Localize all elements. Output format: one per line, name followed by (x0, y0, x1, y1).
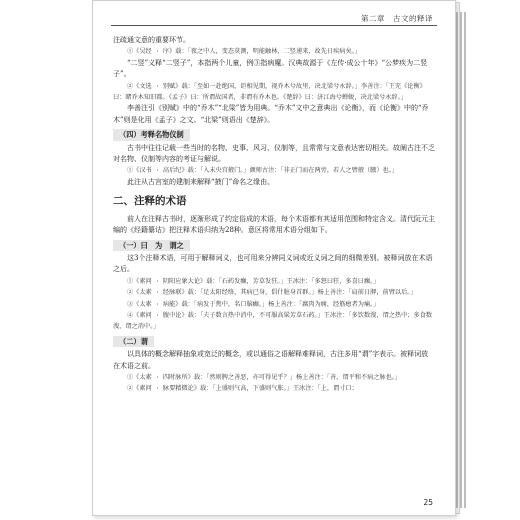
page-body (113, 35, 435, 395)
quotation: ③《太素 · 病能》载：「病发于焦中，名口脑癫。」杨上善注：「腐肉为痈，经筋瘛者为痛。」 (127, 300, 380, 308)
page-number: 25 (423, 498, 433, 507)
paragraph: 古书中往往记载一些当时的名物、史事、风习、仪制等，且常常与文意表达密切相关。故阐古注不乏对名物、仪制等内容的考证与解说。 (113, 143, 435, 164)
subsection-heading: （二）谓 (113, 336, 154, 347)
quotation: ④《素问 · 腹中论》载：「夫子数言热中消中，不可服高粱芳草石药。」王冰注：「多饮数溲，谓之热中；多食数溲，谓之消中。」 (113, 311, 433, 331)
quotation: ②《太素 · 经脉联》载：「足太阳经络，其病已身，倡什脏身首群。」杨上善注：「肩前日胛，前臂以后。」 (127, 289, 417, 297)
paragraph: 注疏通文意的重要环节。 (113, 36, 190, 44)
chapter-title: 第二章 古文的释译 (361, 14, 433, 23)
paragraph: 李善注引《别赋》中的“乔木”“北梁”皆为用典。“乔木”文中之意典出《论衡》，而《论衡》中的“乔木”则是化用《孟子》之文。“北梁”则语出《楚辞》。 (113, 104, 429, 124)
subsection-heading: （四）考释名物仪制 (113, 129, 190, 140)
header-rule (111, 25, 437, 26)
quotation: ①《吴经 · 序》载：「夜之中人，变态莫测，明能触林，二竖递来，故先日疾病矣。」 (127, 48, 361, 56)
paragraph: 以具体的概念解释抽象或宽泛的概念，或以通俗之语解释难释词，古注多用“谓”字表示。被释词放在术语之前。 (113, 350, 429, 370)
quotation: ②《文选 · 别赋》载：「至如一赴绝国，讵相见期，视乔木兮故里，决北梁兮永辞。」李善注：「王充《论衡》曰：睹乔木知旧都。《孟子》曰：所谓故国者，非谓有乔木也。《楚辞》曰：济江海兮蝉蜕，决北梁兮永辞。」 (113, 82, 426, 102)
subsection-heading: （一）曰 为 谓之 (113, 240, 190, 251)
quotation: ①《汉书 · 高后纪》载：「入未央宫掖门。」颜师古注：「非正门而在两旁，若人之臂掖（腋）也。」 (127, 167, 399, 175)
paragraph: 这3个注释术语，可用于解释词义，也可用来分辨同义词或近义词之间的细微差别。被释词放在术语之后。 (113, 253, 433, 274)
paragraph: 此注从古宫室的建制来解释“掖门”命名之缘由。 (127, 177, 275, 186)
page-edges (456, 12, 468, 508)
running-header (93, 1, 455, 29)
quotation: ①《素问 · 阴阳应象大论》载：「石药发癫，芳草发狂。」王冰注：「多怒曰狂，多喜曰癫。」 (127, 277, 380, 285)
quotation: ①《太素 · 四时脉所》载：「然则脾之善恶，亦可得见乎？」杨上善注：「善，谓平和不病之脉也。」 (127, 373, 402, 381)
section-heading: 二、注释的术语 (113, 195, 187, 208)
quotation: ②《素问 · 脉要精微论》载：「上盛则气高，下盛则气胀。」王冰注：「上，谓寸口； (127, 385, 358, 393)
book-page (92, 0, 456, 516)
paragraph: “二竖”义释“二竖子”，本指两个儿童，例③指病魔。汉典故源于《左传·成公十年》“公梦疾为二竖子”。 (113, 58, 428, 79)
paragraph: 前人在注释古书时，逐渐形成了约定俗成的术语，每个术语都有其适用范围和特定含义。清代阮元主编的《经籍纂诂》把注释术语归纳为28种。意区将常用术语分组如下。 (113, 214, 435, 235)
